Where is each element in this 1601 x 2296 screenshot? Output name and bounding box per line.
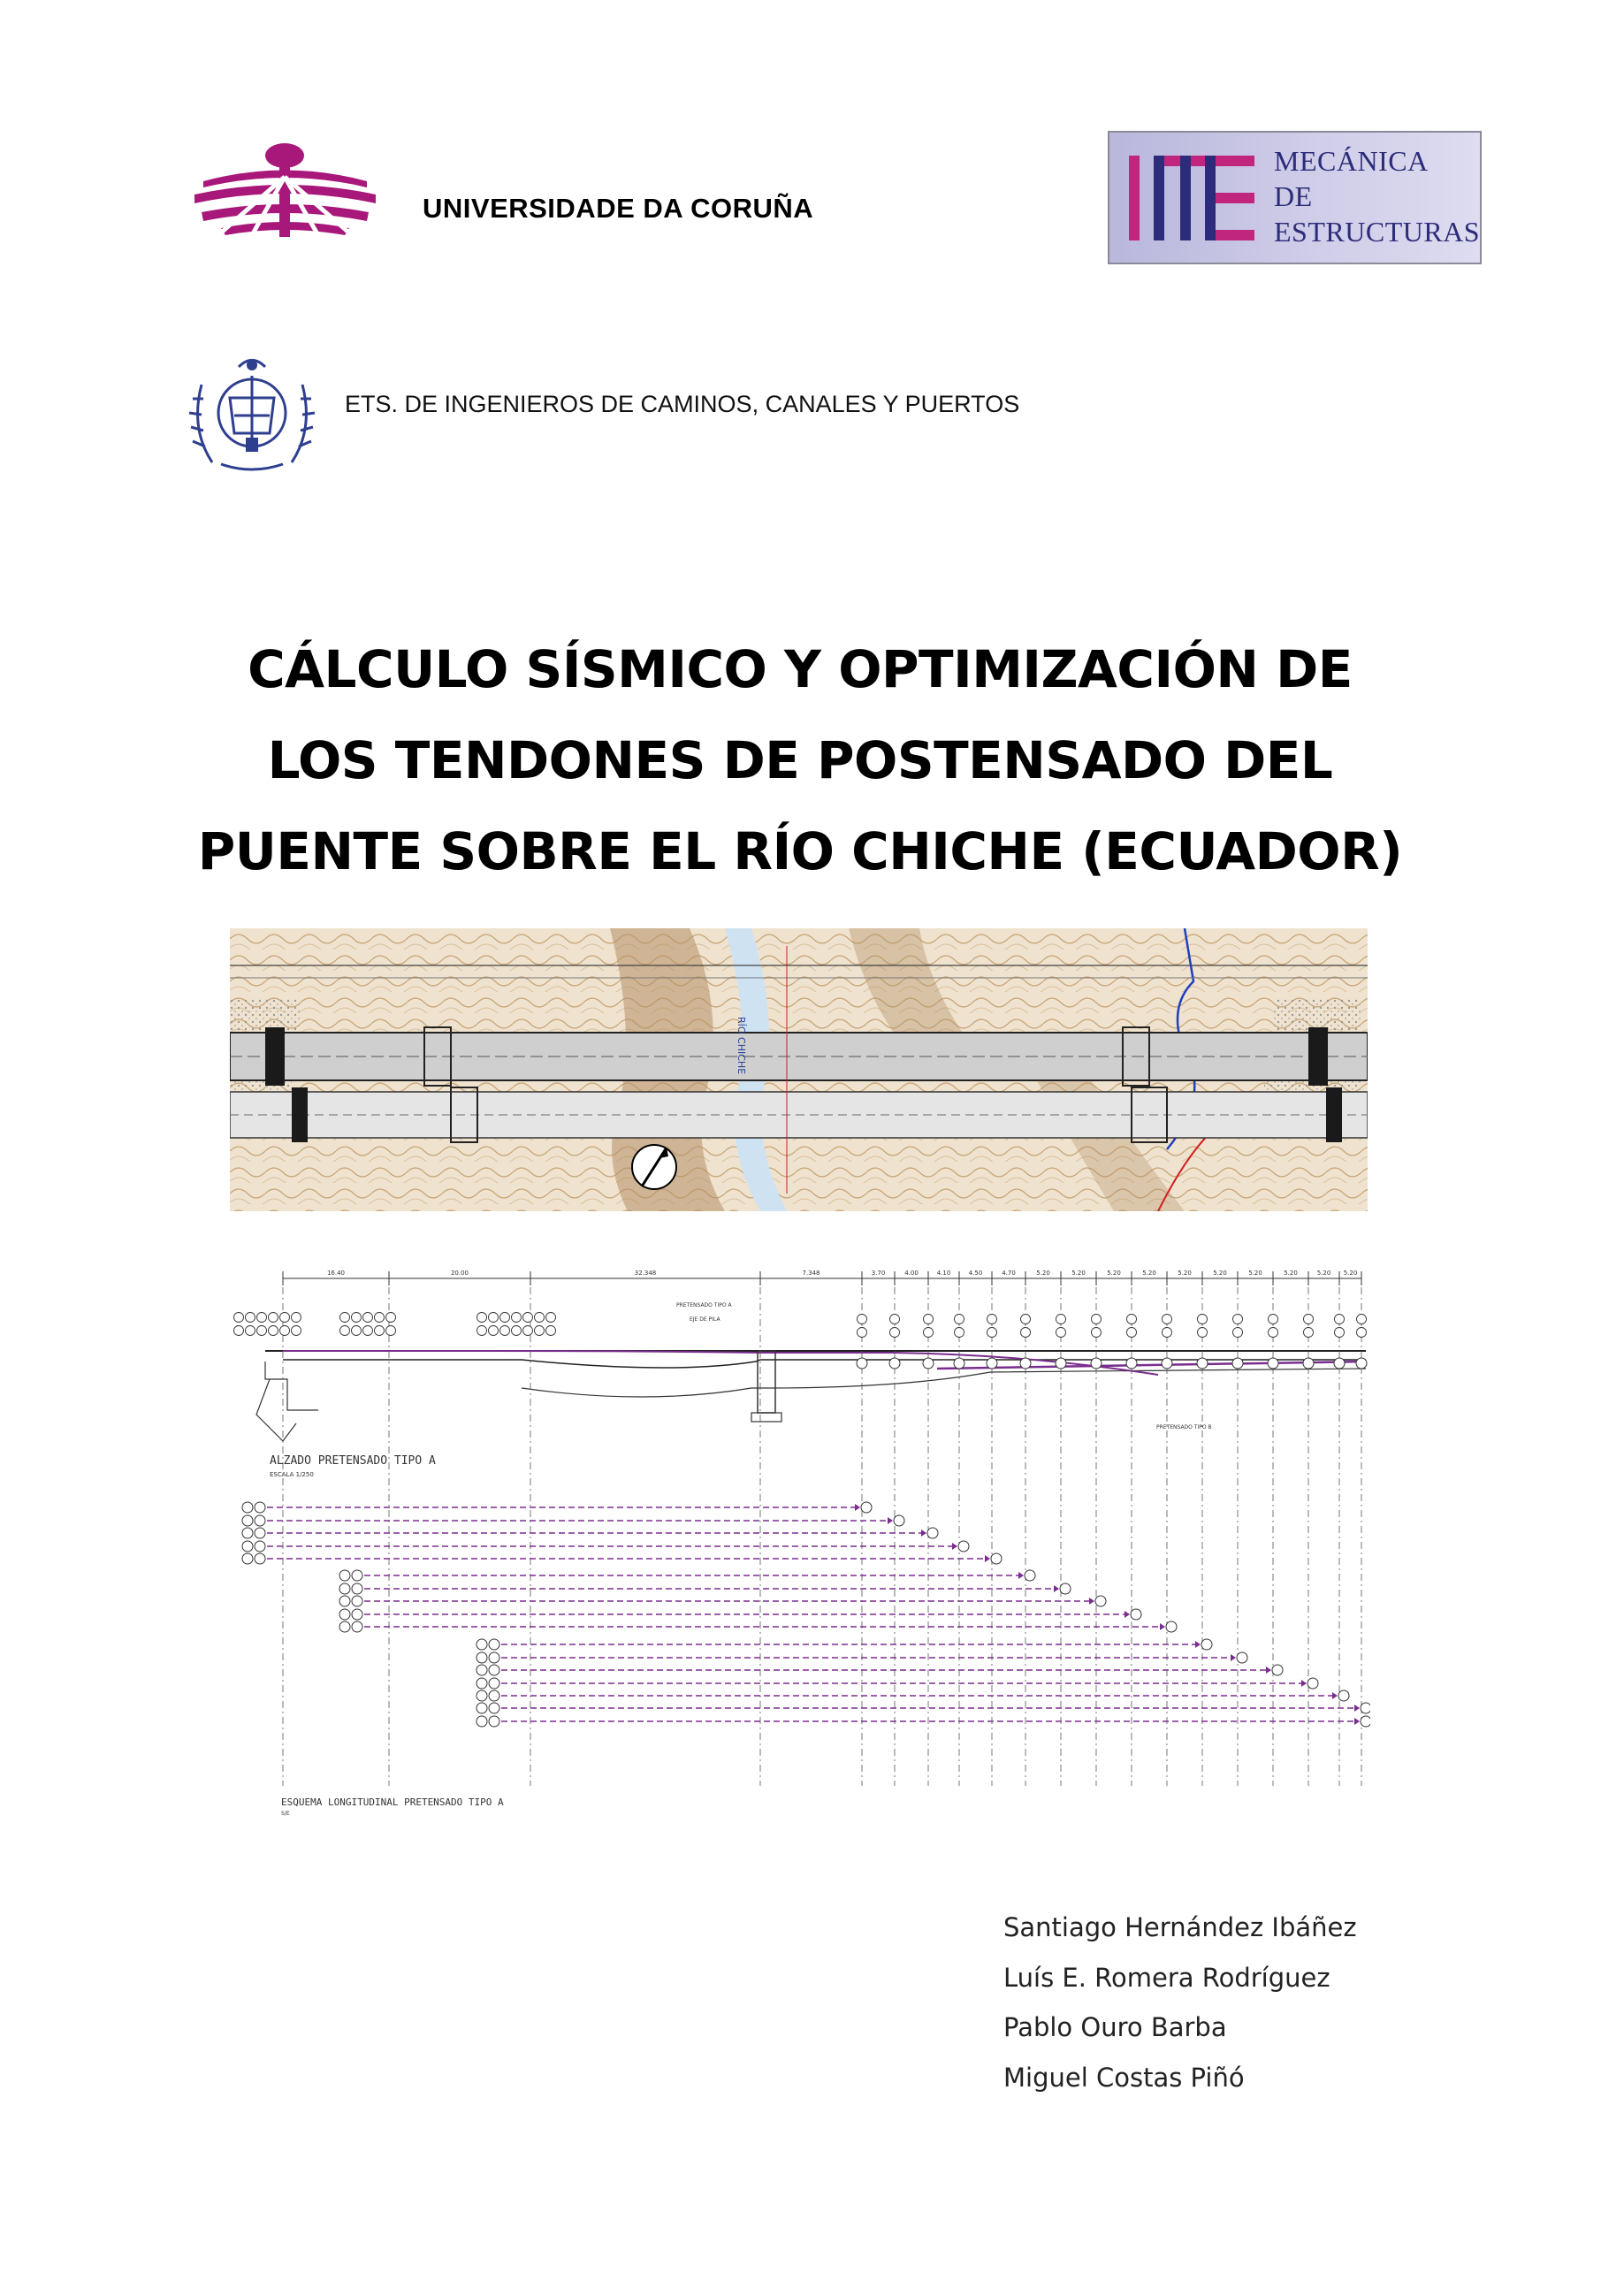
dimension-label: 4.00 — [904, 1270, 919, 1277]
dimension-label: 3.70 — [871, 1270, 886, 1277]
dimension-label: 5.20 — [1316, 1270, 1331, 1277]
dimension-label: 5.20 — [1178, 1270, 1192, 1277]
dimension-label: 5.20 — [1142, 1270, 1156, 1277]
dimension-label: 4.70 — [1002, 1270, 1016, 1277]
tendon-a-label: PRETENSADO TIPO A — [676, 1302, 732, 1308]
dimension-label: 5.20 — [1248, 1270, 1262, 1277]
dimension-label: 5.20 — [1071, 1270, 1086, 1277]
dimension-label: 5.20 — [1036, 1270, 1050, 1277]
tendon-elevation-drawing — [230, 1255, 1370, 1817]
dimension-row — [283, 1270, 1361, 1285]
dimension-label: 20.00 — [450, 1270, 469, 1277]
author-list — [1003, 1903, 1357, 2102]
dimension-label: 4.10 — [936, 1270, 951, 1277]
group-name-line1: MECÁNICA — [1274, 145, 1429, 177]
group-name-line3: ESTRUCTURAS — [1274, 216, 1481, 248]
title-line1: CÁLCULO SÍSMICO Y OPTIMIZACIÓN DE — [248, 639, 1353, 699]
dimension-label: 7.348 — [802, 1270, 820, 1277]
title-line2: LOS TENDONES DE POSTENSADO DEL — [267, 730, 1333, 790]
river-label: RÍO CHICHE — [736, 1017, 747, 1075]
scheme-label: ESQUEMA LONGITUDINAL PRETENSADO TIPO A — [281, 1796, 504, 1808]
title-line3: PUENTE SOBRE EL RÍO CHICHE (ECUADOR) — [197, 821, 1403, 881]
me-monogram-icon — [1127, 149, 1260, 248]
school-seal-logo — [186, 349, 318, 477]
elevation-geometry — [234, 1287, 1368, 1786]
university-name: UNIVERSIDADE DA CORUÑA — [423, 193, 814, 224]
university-logo — [186, 141, 385, 243]
elevation-scale: ESCALA 1/250 — [270, 1471, 314, 1478]
dimension-label: 5.20 — [1343, 1270, 1358, 1277]
group-name-line2: DE — [1274, 180, 1313, 212]
scheme-scale: S/E — [281, 1811, 290, 1817]
dimension-label: 5.20 — [1107, 1270, 1121, 1277]
bridge-plan-drawing — [230, 928, 1368, 1211]
elevation-label: ALZADO PRETENSADO TIPO A — [270, 1454, 436, 1468]
dimension-label: 5.20 — [1213, 1270, 1227, 1277]
dimension-label: 16.40 — [326, 1270, 346, 1277]
author-name: Pablo Ouro Barba — [1003, 2012, 1227, 2042]
tendon-b-label: PRETENSADO TIPO B — [1156, 1424, 1212, 1430]
author-name: Luís E. Romera Rodríguez — [1003, 1962, 1330, 1993]
author-name: Miguel Costas Piñó — [1003, 2062, 1245, 2093]
research-group-logo — [1108, 131, 1482, 264]
school-name: ETS. DE INGENIEROS DE CAMINOS, CANALES Y PUERTOS — [345, 391, 1020, 417]
dimension-label: 32.348 — [634, 1270, 657, 1277]
author-name: Santiago Hernández Ibáñez — [1003, 1912, 1357, 1942]
pier-axis-label: EJE DE PILA — [690, 1316, 720, 1323]
document-title — [124, 624, 1476, 897]
dimension-label: 4.50 — [968, 1270, 983, 1277]
north-arrow-icon — [632, 1145, 676, 1189]
tendon-scheme — [242, 1502, 1370, 1727]
dimension-label: 5.20 — [1284, 1270, 1298, 1277]
